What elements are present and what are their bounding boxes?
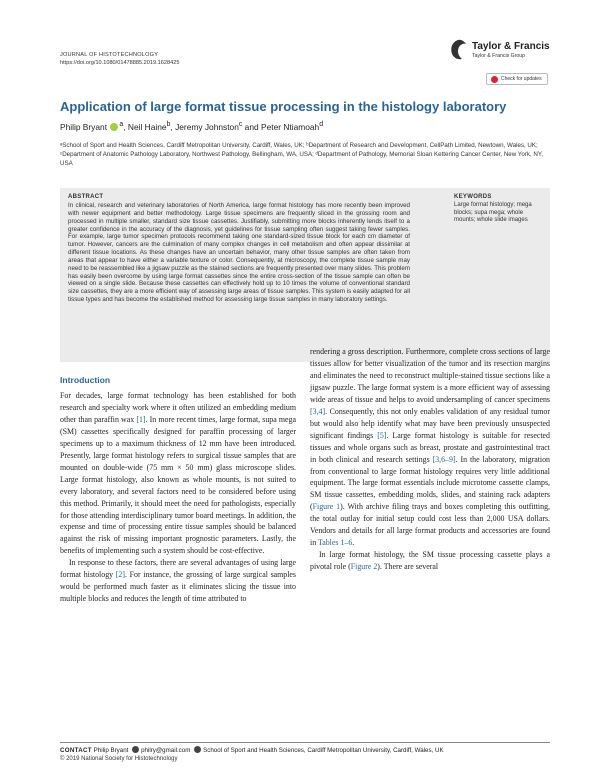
citation-link[interactable]: [2]	[115, 570, 125, 580]
publisher-name: Taylor & Francis	[472, 41, 550, 52]
text-run: In response to these factors, there are several advantages of using large format histology	[60, 558, 296, 580]
paragraph	[310, 549, 550, 573]
author-name[interactable]: Neil Haine	[127, 121, 167, 132]
citation-link[interactable]: [1]	[136, 414, 146, 424]
text-run: ). There are several	[377, 562, 439, 572]
journal-name: JOURNAL OF HISTOTECHNOLOGY	[60, 52, 159, 58]
author-sup: d	[319, 121, 324, 128]
check-for-updates-label: Check for updates	[501, 76, 542, 82]
text-run: For decades, large format technology has been established for both research and specialty work where it often utilized an embedding medium other than paraffin wax	[60, 391, 296, 424]
address-icon	[194, 746, 201, 753]
paragraph	[60, 390, 296, 557]
publisher-group: Taylor & Francis Group	[472, 53, 526, 59]
text-run: In large format histology, the SM tissue processing cassette plays a pivotal role (	[310, 550, 550, 572]
citation-link[interactable]: [3,4]	[310, 406, 326, 416]
keywords-text: Large format histology; mega blocks; supa mega; whole mounts; whole slide images	[454, 202, 532, 223]
text-run: . For instance, the grossing of large surgical samples would be performed much faster as it eliminates slicing the tissue into multiple blocks and reduces the length of time attributed to	[60, 570, 296, 604]
paragraph	[310, 346, 550, 549]
citation-link[interactable]: [3,6–9]	[432, 454, 456, 464]
section-heading-introduction: Introduction	[60, 375, 111, 385]
author-name[interactable]: Philip Bryant	[60, 121, 108, 132]
text-run: . In the laboratory, migration from conventional to large format histology requires very little additional equipment. The large format essentials include microtome cassette clamps, SM tissue cassettes, embedding molds, slides, and staining rack adapters (	[310, 454, 550, 512]
publisher-logo	[448, 38, 548, 64]
citation-link[interactable]: Figure 1	[312, 502, 341, 512]
text-run: ). With archive filing trays and boxes completing this outfitting, the total outlay for initial setup could cost less than 2,000 USA dollars. Vendors and details for all large format products and accessories are found in	[310, 502, 550, 548]
text-run: . In more recent times, large format, supa mega (SM) cassettes specifically designed for paraffin processing of larger specimens up to a maximum thickness of 12 mm have been introduced. Presently, large format histology refers to surgical tissue samples that are mounted on double-wide (75 mm × 50 mm) glass microscope slides. Large format histology, also known as whole mounts, is not suited to every laboratory, and several factors need to be considered before using this method. Primarily, it should meet the need for pathologists, especially for those attending interdisciplinary tumor board meetings. In addition, the expense and time of processing entire tissue samples should be balanced against the risk of missing important prognostic parameters. Lastly, the benefits of implementing such a system should be cost-effective.	[60, 414, 297, 556]
keywords-heading: KEYWORDS	[454, 194, 492, 200]
citation-link[interactable]: Tables 1–6	[317, 538, 353, 548]
author-name[interactable]: Peter Ntiamoah	[261, 121, 320, 132]
text-run: . Consequently, this not only enables validation of any residual tumor but would also help identify what may have been previously unsuspected significant findings	[310, 406, 550, 440]
author-list	[60, 121, 323, 132]
email-icon	[132, 746, 139, 753]
check-for-updates-button[interactable]	[486, 73, 548, 85]
contact-email-link[interactable]: philry@gmail.com	[141, 747, 191, 754]
author-sup: b	[166, 121, 171, 128]
copyright-notice: © 2019 National Society for Histotechnology	[60, 756, 178, 762]
citation-link[interactable]: [5]	[377, 430, 387, 440]
publisher-bird-icon	[448, 38, 468, 62]
author-separator: ,	[123, 121, 128, 132]
body-column-left	[60, 390, 296, 605]
abstract-panel	[60, 188, 550, 362]
affiliations: ᵃSchool of Sport and Health Sciences, Cardiff Metropolitan University, Cardiff, Wales, UK; ᵇDepartment of Research and Development, CellPath Limited, Newtown, Wales, UK; ᶜDepartment of Anatomic Pathology Laboratory, Northwest Pathology, Bellingham, WA, USA; ᵈDepartment of Pathology, Memorial Sloan Kettering Cancer Center, New York, NY, USA	[60, 142, 543, 167]
body-column-right	[310, 346, 550, 573]
author-separator: ,	[170, 121, 176, 132]
contact-name: Philip Bryant	[93, 747, 129, 754]
text-run: .	[352, 538, 355, 548]
doi-link[interactable]: https://doi.org/10.1080/01478885.2019.1628425	[60, 60, 180, 66]
abstract-text: In clinical, research and veterinary laboratories of North America, large format histology has more recently been improved with newer equipment and better methodology. Large tissue specimens are frequently sliced in the grossing room and processed in multiple smaller, standard size tissue cassettes. Justifiably, submitting more blocks inherently lends itself to a greater confidence in the accuracy of the diagnosis, yet guidelines for tissue sampling often suggest taking fewer samples. For example, large tumor specimen protocols recommend taking one standard-sized tissue block for each cm diameter of tumor. However, cancers are the culmination of many complex changes in cell metabolism and often appear dissimilar at different tissue locations. As these changes have an uncertain behavior, many other tissue samples are often taken from areas that appear to have either a variable texture or color. Consequently, at microscopy, the complete tissue sample may need to be reassembled like a jigsaw puzzle as the stained sections are frequently presented over many slides. This problem has easily been overcome by using large format cassettes since the entire cross-section of the tissue sample can often be viewed on a single slide. Because these cassettes can effectively hold up to 10 times the volume of conventional standard size cassettes, they are a more efficient way of assessing large areas of tissue samples. This system is easily adapted for all tissue types and has become the established method for assessing large tissue samples in many laboratory settings.	[68, 202, 410, 304]
paragraph	[60, 557, 296, 605]
article-title: Application of large format tissue processing in the histology laboratory	[60, 99, 507, 114]
contact-address: School of Sport and Health Sciences, Cardiff Metropolitan University, Cardiff, Wales, UK	[203, 747, 444, 754]
author-name[interactable]: Jeremy Johnston	[175, 121, 239, 132]
contact-label: CONTACT	[60, 747, 92, 754]
author-sup: c	[238, 121, 243, 128]
author-separator: and	[242, 121, 261, 132]
author-sup: a	[119, 121, 124, 128]
text-run: . Large format histology is suitable for resected tissues and whole organs such as breast, prostate and gastrointestinal tract in both clinical and research settings	[310, 430, 550, 464]
footer-divider	[60, 742, 550, 743]
citation-link[interactable]: Figure 2	[350, 562, 378, 572]
orcid-icon[interactable]	[110, 123, 118, 131]
crossmark-icon	[491, 76, 498, 83]
text-run: rendering a gross description. Furthermore, complete cross sections of large tissues allow for better visualization of the tumor and its resection margins and eliminates the need to reconstruct multiple-stained tissue sections like a jigsaw puzzle. The large format system is a more efficient way of assessing wide areas of tissue and helps to avoid undersampling of cancer specimens	[310, 347, 550, 404]
abstract-heading: ABSTRACT	[68, 194, 104, 200]
contact-line	[60, 746, 444, 754]
